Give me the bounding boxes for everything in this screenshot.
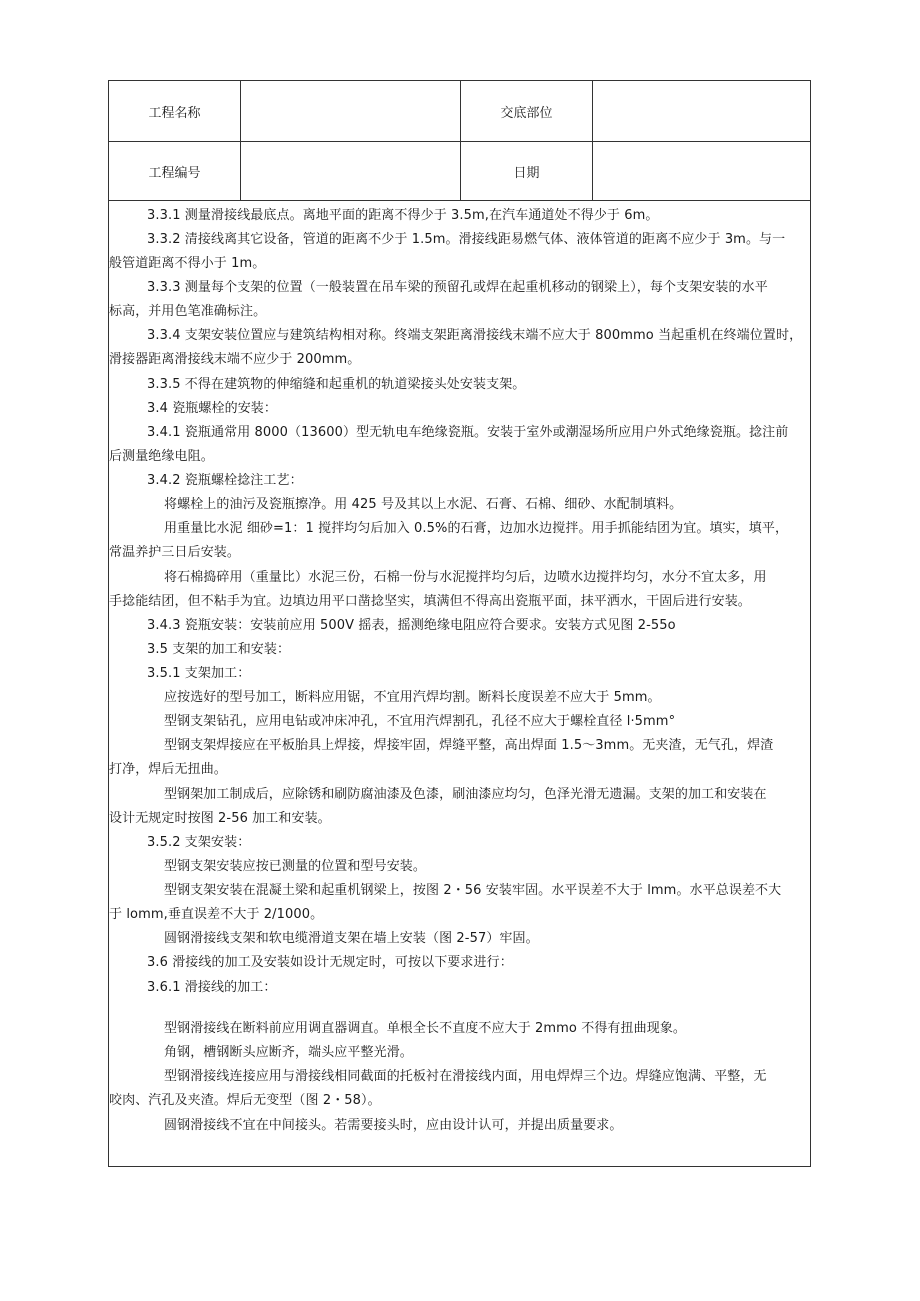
date-value (593, 142, 810, 200)
text-line: 3.3.1 测量滑接线最底点。离地平面的距离不得少于 3.5m,在汽车通道处不得少于 6m。 (147, 208, 659, 223)
text-line: 型钢支架钻孔，应用电钻或冲床冲孔，不宜用汽焊割孔，孔径不应大于螺栓直径 l·5mm° (164, 714, 676, 729)
text-line: 标高，并用色笔准确标注。 (109, 304, 267, 319)
text-line: 滑接器距离滑接线末端不应少于 200mm。 (109, 352, 361, 367)
text-line: 常温养护三日后安装。 (109, 545, 241, 560)
text-line: 将石棉捣碎用（重量比）水泥三份，石棉一份与水泥搅拌均匀后，边喷水边搅拌均匀，水分不宜太多，用 (164, 570, 767, 585)
text-line: 型钢支架安装应按已测量的位置和型号安装。 (164, 859, 427, 874)
text-line: 3.5.1 支架加工： (147, 666, 251, 681)
text-line: 般管道距离不得小于 1m。 (109, 256, 266, 271)
text-line: 打净，焊后无扭曲。 (109, 762, 227, 777)
header-row-2 (109, 142, 810, 201)
text-line: 圆钢滑接线支架和软电缆滑道支架在墙上安装（图 2-57）牢固。 (164, 931, 539, 946)
text-line: 3.3.2 清接线离其它设备，管道的距离不少于 1.5m。滑接线距易燃气体、液体管道的距离不应少于 3m。与一 (147, 232, 786, 247)
text-line: 型钢滑接线连接应用与滑接线相同截面的托板衬在滑接线内面，用电焊焊三个边。焊缝应饱满、平整，无 (164, 1069, 767, 1084)
text-line: 3.3.4 支架安装位置应与建筑结构相对称。终端支架距离滑接线末端不应大于 800mmo 当起重机在终端位置时， (147, 328, 803, 343)
location-value (593, 81, 810, 141)
project-name-label: 工程名称 (109, 81, 241, 141)
text-line: 角钢，槽钢断头应断齐，端头应平整光滑。 (164, 1045, 413, 1060)
text-line: 用重量比水泥 细砂=1：1 搅拌均匀后加入 0.5%的石膏，边加水边搅拌。用手抓能结团为宜。填实，填平， (164, 521, 789, 536)
text-line: 型钢支架安装在混凝土梁和起重机钢梁上，按图 2・56 安装牢固。水平误差不大于 lmm。水平总误差不大 (164, 883, 782, 898)
text-line: 圆钢滑接线不宜在中间接头。若需要接头时，应由设计认可，并提出质量要求。 (164, 1118, 623, 1133)
text-line: 3.6.1 滑接线的加工： (147, 980, 277, 995)
text-line: 3.4.1 瓷瓶通常用 8000（13600）型无轨电车绝缘瓷瓶。安装于室外或潮湿场所应用户外式绝缘瓷瓶。捻注前 (147, 425, 789, 440)
project-number-value (241, 142, 461, 200)
text-line: 3.3.5 不得在建筑物的伸缩缝和起重机的轨道梁接头处安装支架。 (147, 377, 526, 392)
header-row-1 (109, 81, 810, 142)
text-line: 应按选好的型号加工，断料应用锯，不宜用汽焊均割。断料长度误差不应大于 5mm。 (164, 690, 661, 705)
text-line: 型钢架加工制成后，应除锈和刷防腐油漆及色漆，刷油漆应均匀，色泽光滑无遗漏。支架的加工和安装在 (164, 787, 767, 802)
text-line: 3.3.3 测量每个支架的位置（一般装置在吊车梁的预留孔或焊在起重机移动的钢梁上），每个支架安装的水平 (147, 280, 768, 295)
text-line: 咬肉、汽孔及夹渣。焊后无变型（图 2・58）。 (109, 1093, 381, 1108)
project-number-label: 工程编号 (109, 142, 241, 200)
text-line: 3.6 滑接线的加工及安装如设计无规定时，可按以下要求进行： (147, 955, 513, 970)
text-line: 型钢支架焊接应在平板胎具上焊接，焊接牢固，焊缝平整，高出焊面 1.5～3mm。无夹渣，无气孔，焊渣 (164, 738, 774, 753)
text-line: 3.4.2 瓷瓶螺栓捻注工艺： (147, 473, 303, 488)
text-line: 后测量绝缘电阻。 (109, 449, 214, 464)
location-label: 交底部位 (461, 81, 593, 141)
project-name-value (241, 81, 461, 141)
text-line: 设计无规定时按图 2-56 加工和安装。 (109, 811, 331, 826)
text-line: 3.4 瓷瓶螺栓的安装： (147, 401, 278, 416)
text-line: 3.5.2 支架安装： (147, 835, 251, 850)
text-line: 将螺栓上的油污及瓷瓶擦净。用 425 号及其以上水泥、石膏、石棉、细砂、水配制填料。 (164, 497, 683, 512)
disclosure-form (108, 80, 811, 1167)
text-line: 手捻能结团，但不粘手为宜。边填边用平口凿捻坚实，填满但不得高出瓷瓶平面，抹平洒水，干固后进行安装。 (109, 594, 751, 609)
text-line: 型钢滑接线在断料前应用调直器调直。单根全长不直度不应大于 2mmo 不得有扭曲现象。 (164, 1021, 687, 1036)
date-label: 日期 (461, 142, 593, 200)
text-line: 3.4.3 瓷瓶安装：安装前应用 500V 摇表，摇测绝缘电阻应符合要求。安装方式见图 2-55o (147, 618, 676, 633)
text-line: 3.5 支架的加工和安装： (147, 642, 291, 657)
text-line: 于 lomm,垂直误差不大于 2/1000。 (109, 907, 324, 922)
